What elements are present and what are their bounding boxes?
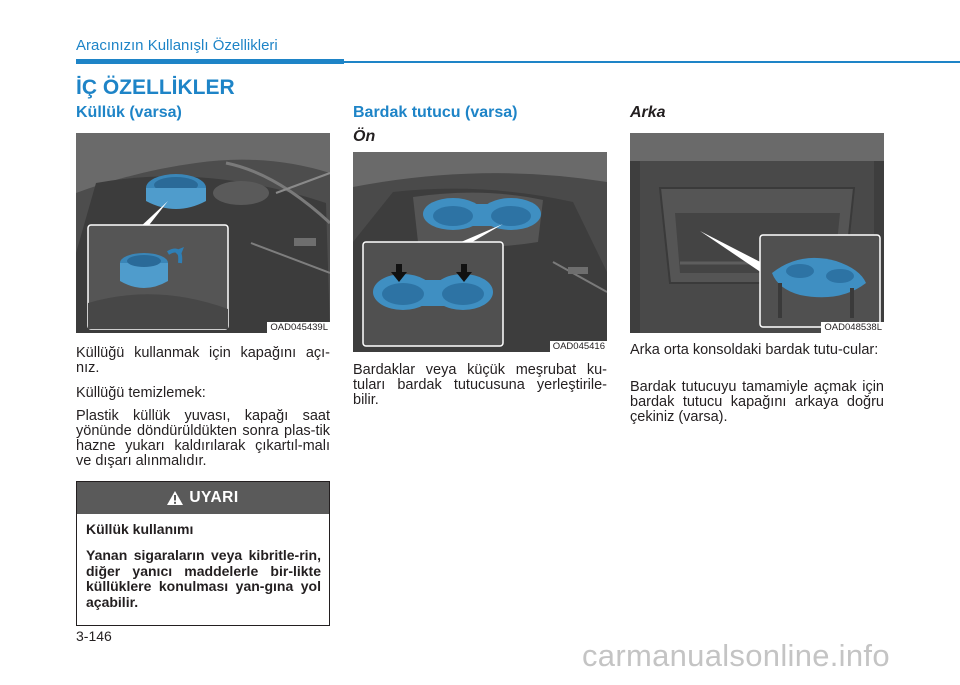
cupholder-heading: Bardak tutucu (varsa) [353,104,518,121]
ashtray-image-code: OAD045439L [267,322,330,333]
warning-title: Küllük kullanımı [86,521,194,537]
rear-text-2: Bardak tutucuyu tamamiyle açmak için bardak tutucu kapağını arkaya doğru çekiniz (varsa). [630,379,884,425]
cupholder-text: Bardaklar veya küçük meşrubat ku-tuları bardak tutucusuna yerleştirile-bilir. [353,362,607,408]
front-heading: Ön [353,128,376,145]
ashtray-text-2: Küllüğü temizlemek: [76,385,206,401]
rear-image-code: OAD048538L [821,322,884,333]
warning-text: Yanan sigaraların veya kibritle-rin, diğer yanıcı maddelerle bir-likte küllüklere konulması yan-gına yol açabilir. [86,547,321,610]
warning-box [76,481,330,626]
ashtray-photo [76,133,330,333]
ashtray-text-1: Küllüğü kullanmak için kapağını açı-nız. [76,345,330,376]
rear-photo [630,133,884,333]
cupholder-image-code: OAD045416 [550,341,607,352]
ashtray-heading: Küllük (varsa) [76,104,182,121]
cupholder-photo [353,152,607,352]
page-number: 3-146 [76,628,112,644]
header-rule-thick [76,59,344,64]
warning-header [77,482,329,514]
section-title: İÇ ÖZELLİKLER [76,76,235,99]
rear-heading: Arka [630,104,666,121]
warning-triangle-icon [167,491,183,505]
chapter-header: Aracınızın Kullanışlı Özellikleri [76,37,278,54]
ashtray-text-3: Plastik küllük yuvası, kapağı saat yönünde döndürüldükten sonra plas-tik hazne yukarı kaldırılarak çıkartıl-malı ve dışarı alınmalıdır. [76,408,330,469]
rear-text-1: Arka orta konsoldaki bardak tutu-cular: [630,342,879,358]
watermark: carmanualsonline.info [582,638,890,673]
warning-label: UYARI [189,489,239,506]
header-rule-thin [344,61,960,63]
